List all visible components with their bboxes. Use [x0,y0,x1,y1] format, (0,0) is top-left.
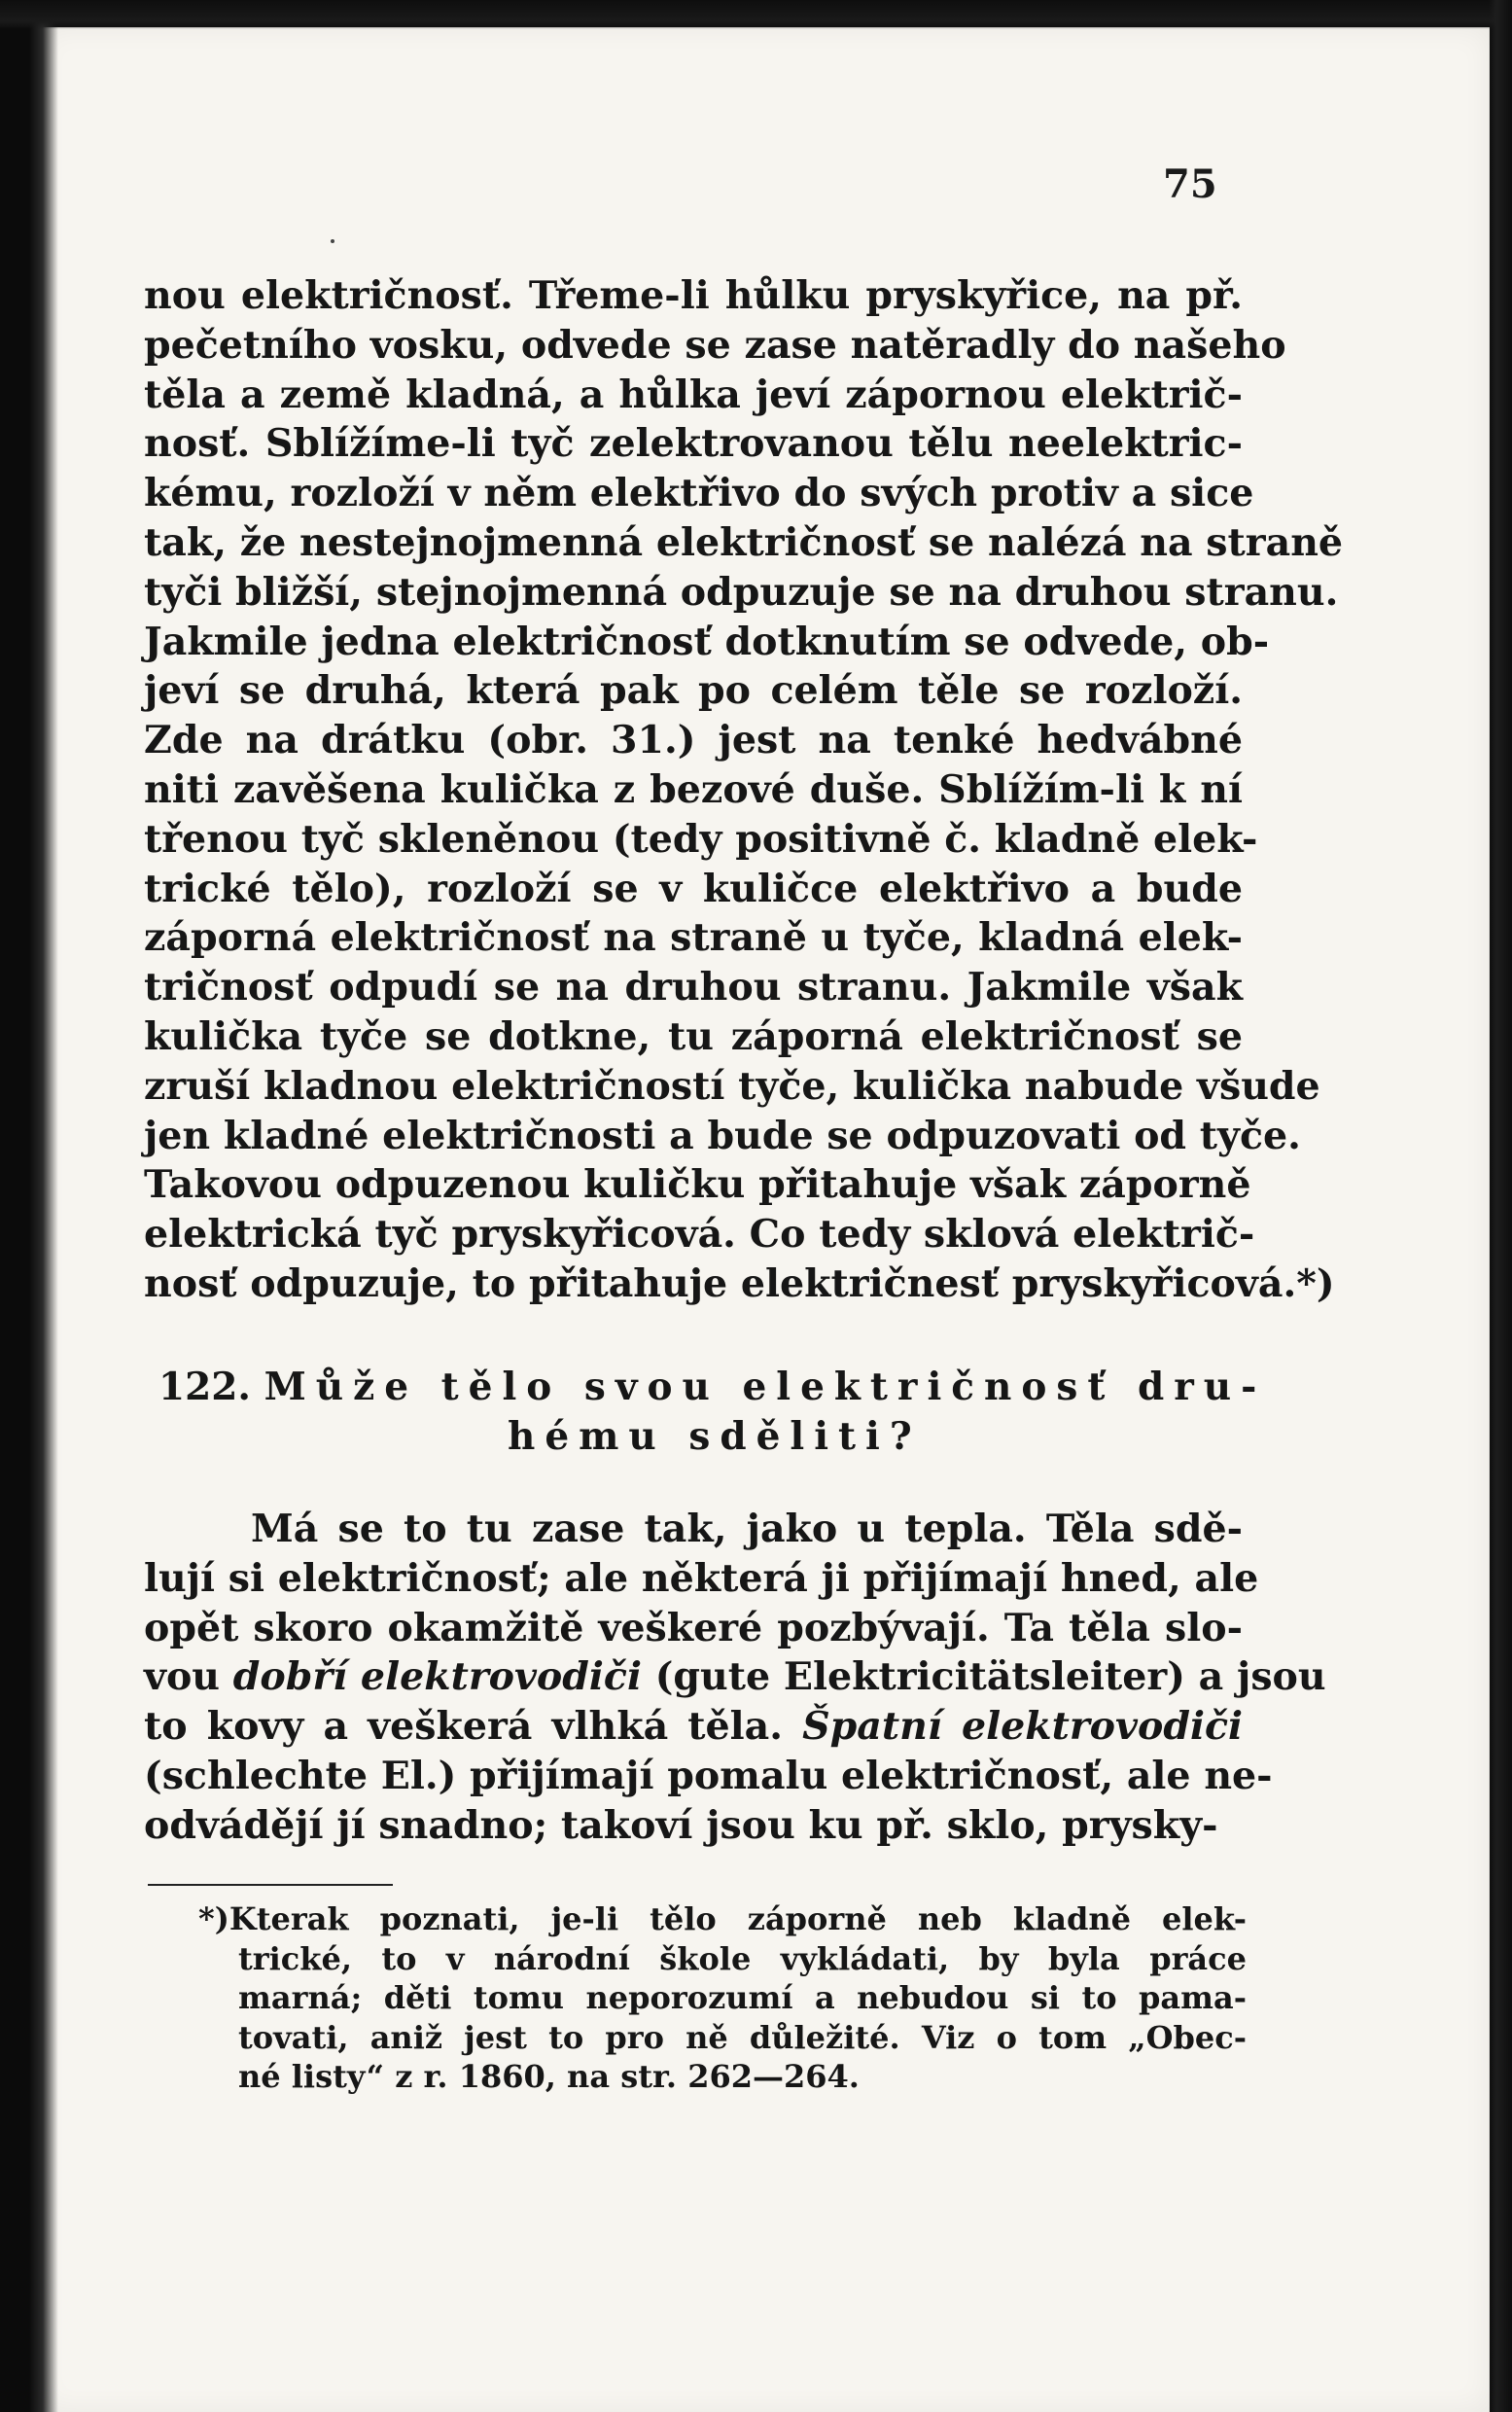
body-line: záporná električnosť na straně u tyče, kladná elek- [144,915,1243,961]
binding-shadow [0,0,58,2412]
footnote-line-4: tovati, aniž jest to pro ně důležité. Viz o tom „Obec- [238,2018,1247,2056]
right-edge-shadow [1489,0,1512,2412]
body-line: niti zavěšena kulička z bezové duše. Sblížím-li k ní [144,766,1243,812]
para2-line-4-post: (gute Elektricitätsleiter) a jsou [641,1654,1326,1700]
section-heading-line-1 [158,1365,1266,1409]
footnote-line-2: trické, to v národní škole vykládati, by byla práce [238,1939,1247,1977]
footnote-line-5: né listy“ z r. 1860, na str. 262—264. [238,2058,860,2096]
body-line: elektrická tyč pryskyřicová. Co tedy sklová električ- [144,1212,1255,1258]
term-bad-conductors: Špatní elektrovodiči [802,1704,1244,1750]
body-line: Takovou odpuzenou kuličku přitahuje však záporně [144,1162,1251,1208]
footnote-line-3: marná; děti tomu neporozumí a nebudou si to pama- [238,1979,1247,2017]
para2-line-1: Má se to tu zase tak, jako u tepla. Těla sdě- [251,1507,1243,1551]
para2-line-5-pre: to kovy a veškerá vlhká těla. [144,1704,803,1750]
body-line: tak, že nestejnojmenná električnosť se nalézá na straně [144,519,1344,565]
body-line: jen kladné električnosti a bude se odpuzovati od tyče. [144,1113,1301,1158]
para2-line-4 [144,1652,1326,1702]
body-text-paragraph-1 [144,271,1344,1309]
para2-line-2: lují si električnosť; ale některá ji přijímají hned, ale [144,1555,1259,1601]
top-edge-shadow [0,0,1512,29]
para2-line-7: odvádějí jí snadno; takoví jsou ku př. sklo, prysky- [144,1802,1218,1848]
body-line: nosť odpuzuje, to přitahuje električnesť pryskyřicová.*) [144,1260,1335,1306]
body-line: tričnosť odpudí se na druhou stranu. Jakmile však [144,965,1243,1011]
para2-line-6: (schlechte El.) přijímají pomalu električnosť, ale ne- [144,1753,1273,1798]
footnote-line-1: *)Kterak poznati, je-li tělo záporně neb kladně elek- [198,1900,1247,1937]
section-number: 122. [158,1365,251,1409]
section-heading-line-2 [508,1414,922,1459]
para2-line-4-pre: vou [144,1654,233,1700]
section-title-line-2: hému sděliti? [508,1414,922,1459]
section-title-line-1: Může tělo svou električnosť dru- [264,1365,1267,1409]
body-line: zruší kladnou električností tyče, kulička nabude všude [144,1063,1320,1109]
body-line: pečetního vosku, odvede se zase natěradly do našeho [144,322,1286,368]
body-line: nou električnosť. Třeme-li hůlku pryskyřice, na př. [144,273,1243,318]
paragraph-1 [144,271,1344,1309]
term-good-conductors: dobří elektrovodiči [232,1654,642,1700]
body-line: kému, rozloží v něm elektřivo do svých protiv a sice [144,471,1254,516]
body-text-paragraph-2 [144,1505,1326,1851]
body-line: Jakmile jedna električnosť dotknutím se odvede, ob- [144,619,1270,664]
body-line: nosť. Sblížíme-li tyč zelektrovanou tělu neelektric- [144,421,1243,467]
para2-line-3: opět skoro okamžitě veškeré pozbývají. Ta těla slo- [144,1605,1243,1650]
body-line: trické tělo), rozloží se v kuličce elektřivo a bude [144,866,1243,911]
para2-line-5 [144,1702,1243,1752]
footnote [156,1899,1247,2097]
page-number: 75 [1163,161,1217,207]
body-line: těla a země kladná, a hůlka jeví zápornou električ- [144,372,1243,417]
body-line: kulička tyče se dotkne, tu záporná električnosť se [144,1013,1243,1059]
footnote-rule [148,1884,393,1886]
paragraph-2 [144,1505,1326,1851]
ink-speck [331,239,334,243]
body-line: třenou tyč skleněnou (tedy positivně č. kladně elek- [144,816,1258,862]
body-line: tyči bližší, stejnojmenná odpuzuje se na druhou stranu. [144,569,1339,615]
body-line: Zde na drátku (obr. 31.) jest na tenké hedvábné [144,718,1243,763]
body-line: jeví se druhá, která pak po celém těle se rozloží. [144,668,1243,714]
